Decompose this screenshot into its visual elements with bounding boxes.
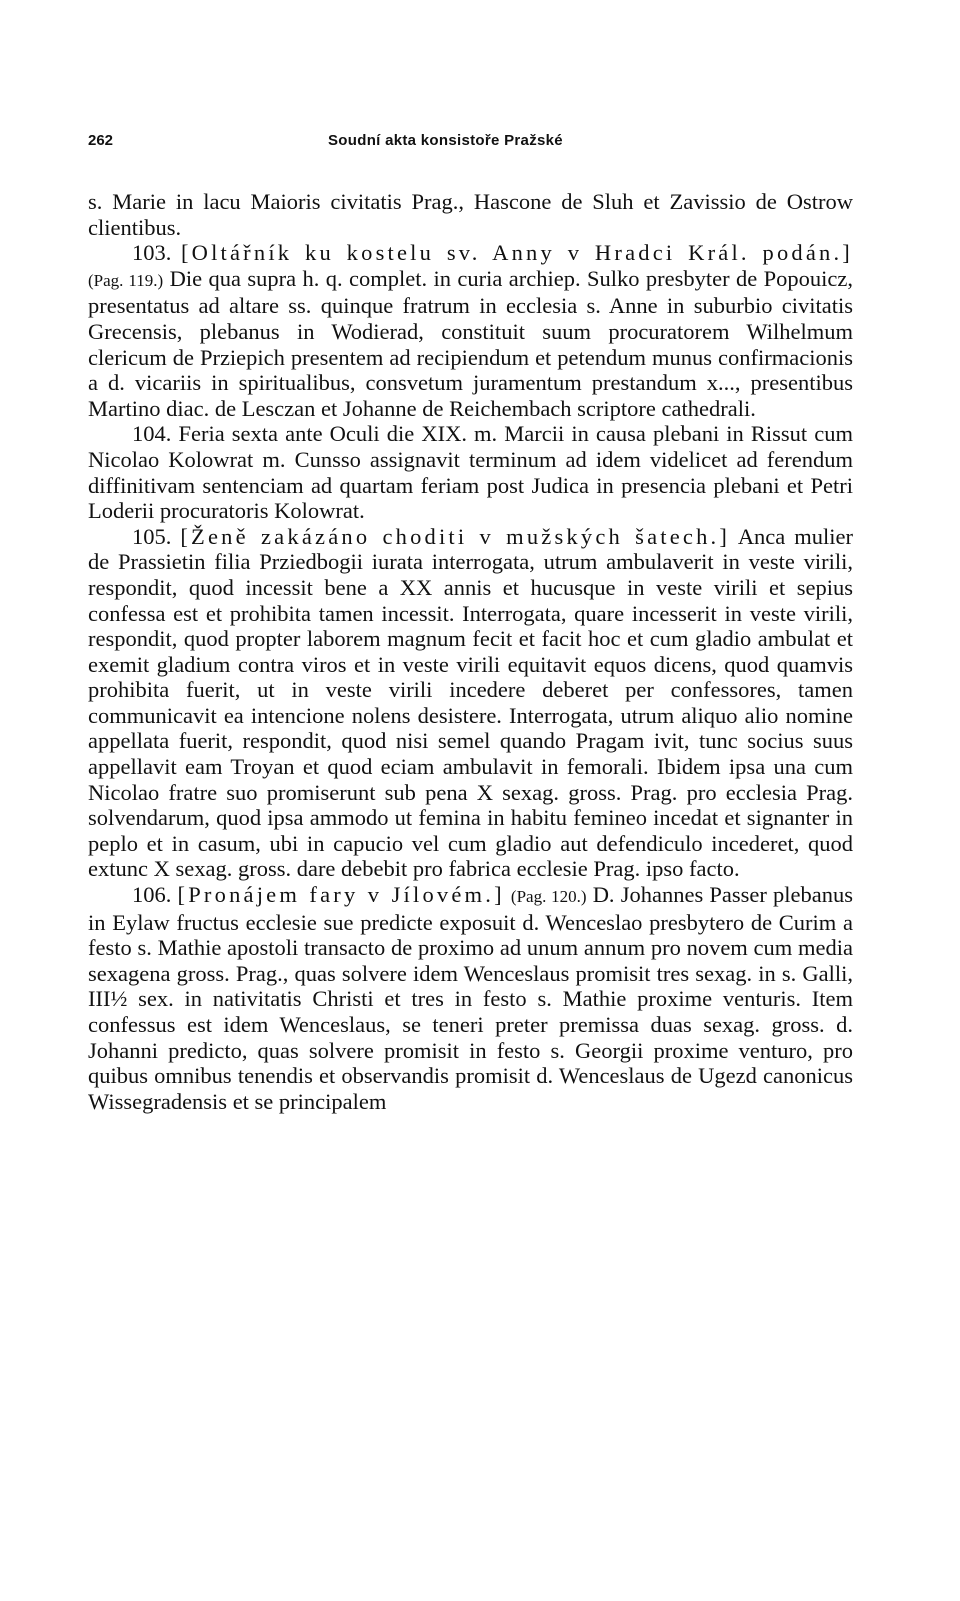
paragraph-text: s. Marie in lacu Maioris civitatis Prag., Hascone de Sluh et Zavissio de Ostrow clientibus. [88, 189, 853, 240]
page-reference: (Pag. 119.) [88, 270, 164, 290]
entry-text: Die qua supra h. q. complet. in curia archiep. Sulko presbyter de Popouicz, presentatus ad altare ss. quinque fratrum in ecclesia s. Anne in suburbio civitatis Grecensis, plebanus in Wodierad, constituit suum procuratorem Wilhelmum clericum de Prziepich presentem ad recipiendum et petendum munus confirmacionis a d. vicariis in spiritualibus, consvetum juramentum prestandum x..., presentibus Martino diac. de Lesczan et Johanne de Reichembach scriptore cathedrali. [88, 265, 854, 421]
entry-104 [88, 421, 853, 523]
page-reference: (Pag. 120.) [510, 887, 587, 907]
paragraph-continuation [88, 189, 853, 240]
entry-105 [88, 524, 853, 882]
entry-number: 104. [132, 421, 172, 447]
body-text [88, 189, 853, 1114]
entry-heading: [Pronájem fary v Jílovém.] [177, 882, 505, 908]
entry-number: 105. [132, 523, 172, 549]
running-header [88, 132, 853, 156]
entry-103 [88, 240, 853, 421]
entry-number: 103. [132, 240, 172, 266]
entry-106 [88, 882, 853, 1114]
entry-text: D. Johannes Passer plebanus in Eylaw fructus ecclesie sue predicte exposuit d. Wenceslao presbytero de Curim a festo s. Mathie apostoli transacto de proximo ad unum annum pro novem cum media sexagena gross. Prag., quas solvere idem Wenceslaus promisit tres sexag. in s. Galli, III½ sex. in nativitatis Christi et tres in festo s. Mathie proxime venturis. Item confessus est idem Wenceslaus, se teneri preter premissa duas sexag. gross. d. Johanni predicto, quas solvere promisit in festo s. Georgii proxime venturo, pro quibus omnibus tenendis et observandis promisit d. Wenceslaus de Ugezd canonicus Wissegradensis et se principalem [88, 882, 853, 1114]
page-number: 262 [88, 132, 114, 149]
entry-text: Anca mulier de Prassietin filia Prziedbogii iurata interrogata, utrum ambulaverit in veste virili, respondit, quod incessit bene a XX annis et hucusque in veste virili et sepius confessa est et prohibita tamen incessit. Interrogata, quare incesserit in veste virili, respondit, quod propter laborem magnum fecit et facit hoc et cum gladio ambulat et exemit gladium contra viros et in veste virili equitavit equos dicens, quod quamvis prohibita fuerit, ut in veste virili incedere deberet per confessores, tamen communicavit ea intencione nolens desistere. Interrogata, utrum aliquo alio nomine appellata fuerit, respondit, quod nisi semel quando Pragam ivit, tunc socius suus appellavit eam Troyan et quod eciam ambulavit in femorali. Ibidem ipsa una cum Nicolao fratre suo promiserunt sub pena X sexag. gross. Prag. pro ecclesia Prag. solvendarum, quod ipsa ammodo ut femina in habitu femineo incedat et signanter in peplo et in casum, ubi in capucio vel cum gladio aut defendiculo incederet, quod extunc X sexag. gross. dare debebit pro fabrica ecclesie Prag. ipso facto. [88, 523, 853, 882]
entry-number: 106. [132, 882, 172, 908]
entry-heading: [Oltářník ku kostelu sv. Anny v Hradci Král. podán.] [180, 240, 853, 266]
entry-heading: [Ženě zakázáno choditi v mužských šatech.] [180, 523, 731, 549]
entry-text: Feria sexta ante Oculi die XIX. m. Marcii in causa plebani in Rissut cum Nicolao Kolowrat m. Cunsso assignavit terminum ad idem videlicet ad ferendum diffinitivam sentenciam ad quartam feriam post Judica in presencia plebani et Petri Loderii procuratoris Kolowrat. [88, 421, 853, 524]
running-title: Soudní akta konsistoře Pražské [328, 132, 563, 149]
